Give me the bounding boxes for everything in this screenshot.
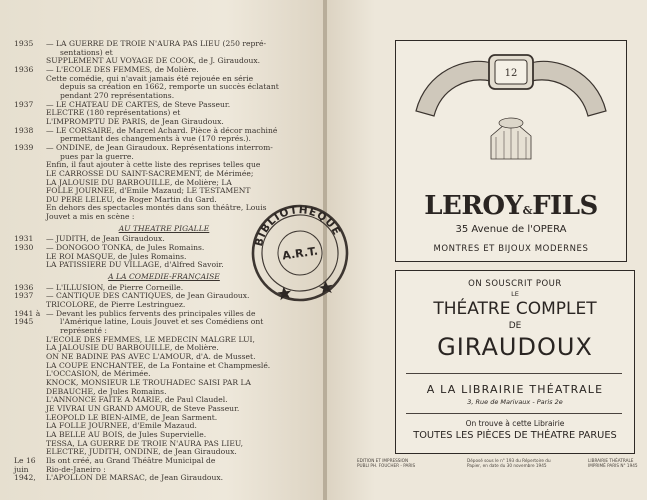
entry-year: 1938	[14, 125, 34, 135]
entry-year: 1937	[14, 99, 34, 109]
entry-line: LA COUPE ENCHANTEE, de La Fontaine et Champmeslé.	[46, 360, 271, 370]
repertoire-entry	[14, 66, 314, 101]
entry-line: LA PATISSIERE DU VILLAGE, d'Alfred Savoir.	[46, 260, 224, 270]
entry-year: 1936	[14, 64, 34, 74]
entry-line: pues par la guerre.	[60, 151, 134, 161]
entry-line: JE VIVRAI UN GRAND AMOUR, de Steve Passeur.	[46, 403, 240, 413]
entry-line: LA JALOUSIE DU BARBOUILLE, de Molière.	[46, 343, 219, 353]
repertoire-entry	[14, 127, 314, 144]
entry-year: 1937	[14, 291, 34, 301]
repertoire-entry	[14, 310, 314, 457]
theatre-complet-heading: THÉATRE COMPLET	[433, 299, 597, 319]
entry-line: L'OCCASION, de Mérimée.	[46, 369, 151, 379]
entry-line: depuis sa création en 1662, remporte un succès éclatant	[60, 82, 279, 92]
brand-ampersand: &	[522, 204, 533, 217]
entry-line: L'IMPROMPTU DE PARIS, de Jean Giraudoux.	[46, 116, 224, 126]
watch-illustration-icon	[396, 41, 626, 181]
leroy-brand	[396, 191, 626, 221]
entry-line: LA FOLLE JOURNEE, d'Emile Mazaud.	[46, 421, 197, 431]
entry-line: sentations) et	[60, 47, 113, 57]
de-line: DE	[508, 321, 522, 331]
svg-text:12: 12	[504, 68, 518, 79]
entry-line: Rio-de-Janeiro :	[46, 464, 106, 474]
entry-line: — LE CHATEAU DE CARTES, de Steve Passeur.	[46, 99, 231, 109]
entry-line: LA JALOUSIE DU BARBOUILLE, de Molière; LA	[46, 177, 232, 187]
repertoire-entry	[14, 457, 314, 483]
footer-librairie	[588, 458, 644, 468]
entry-year: 1939	[14, 142, 34, 152]
brand-fils: FILS	[532, 191, 598, 221]
entry-line: En dehors des spectacles montés dans son théâtre, Louis	[46, 203, 267, 213]
heading-theatre-pigalle: AU THEATRE PIGALLE	[118, 223, 210, 233]
entry-line: L'ANNONCE FAITE A MARIE, de Paul Claudel.	[46, 395, 228, 405]
footer-printer-line: EDITION ET IMPRESSION	[357, 458, 409, 463]
footer-librairie-line: LIBRAIRIE THÉATRALE	[588, 458, 634, 463]
entry-line: — L'ECOLE DES FEMMES, de Molière.	[46, 64, 199, 74]
entry-line: représenté :	[60, 326, 107, 335]
librairie-address: 3, Rue de Marivaux - Paris 2e	[467, 398, 563, 406]
entry-year: 1936	[14, 282, 34, 292]
footer-deposit-line: Déposé sous le n° 193 du Répertoire du	[467, 458, 551, 463]
divider-line-2	[406, 413, 622, 414]
repertoire-entry	[14, 40, 314, 66]
entry-year: 1941 à 1945	[14, 308, 41, 327]
entry-line: TESSA, LA GUERRE DE TROIE N'AURA PAS LIEU,	[46, 438, 243, 448]
entry-line: Ils ont créé, au Grand Théâtre Municipal de	[46, 455, 216, 465]
entry-line: LE ROI MASQUE, de Jules Romains.	[46, 251, 187, 261]
entry-line: pendant 270 représentations.	[60, 90, 175, 100]
footer-deposit	[467, 458, 577, 468]
heading-comedie-francaise: A LA COMEDIE-FRANÇAISE	[108, 272, 220, 282]
entry-line: — L'ILLUSION, de Pierre Corneille.	[46, 282, 184, 292]
entry-line: LEOPOLD LE BIEN-AIME, de Jean Sarment.	[46, 412, 218, 422]
entry-line: KNOCK, MONSIEUR LE TROUHADEC SAISI PAR LA	[46, 377, 252, 387]
le-line: LE	[511, 290, 519, 298]
entry-line: l'Amérique latine, Louis Jouvet et ses Comédiens ont	[60, 317, 264, 327]
svg-text:BIBLIOTHEQUE	[248, 200, 343, 249]
entry-year: 1935	[14, 39, 34, 48]
leroy-tagline: MONTRES ET BIJOUX MODERNES	[433, 244, 589, 254]
entry-line: LE CARROSSE DU SAINT-SACREMENT, de Mérimée;	[46, 168, 254, 178]
entry-year: Le 16 juin 1942,	[14, 455, 36, 483]
entry-line: — JUDITH, de Jean Giraudoux.	[46, 234, 165, 244]
entry-line: ON NE BADINE PAS AVEC L'AMOUR, d'A. de Musset.	[46, 351, 256, 361]
entry-line: DU PERE LELEU, de Roger Martin du Gard.	[46, 194, 217, 204]
footer-deposit-line: Papier, en date du 30 novembre 1945	[467, 463, 547, 468]
librairie-name: A LA LIBRAIRIE THÉATRALE	[426, 383, 604, 396]
entry-year: 1931	[14, 234, 34, 244]
library-stamp	[235, 200, 365, 306]
entry-line: ELECTRE, JUDITH, ONDINE, de Jean Giraudoux.	[46, 447, 237, 457]
entry-line: FOLLE JOURNEE, d'Emile Mazaud; LE TESTAMENT	[46, 186, 251, 196]
entry-year: 1930	[14, 243, 34, 253]
entry-line: SUPPLEMENT AU VOYAGE DE COOK, de J. Giraudoux.	[46, 56, 261, 66]
giraudoux-subscription-advertisement	[395, 270, 635, 454]
footer-librairie-line: IMPRIMÉ PARIS N° 1945	[588, 463, 638, 468]
giraudoux-heading: GIRAUDOUX	[437, 333, 593, 361]
entry-line: L'APOLLON DE MARSAC, de Jean Giraudoux.	[46, 473, 224, 483]
entry-line: — Devant les publics fervents des principales villes de	[46, 308, 256, 318]
entry-line: Enfin, il faut ajouter à cette liste des reprises telles que	[46, 160, 261, 170]
stamp-top-text: BIBLIOTHEQUE	[253, 204, 343, 248]
entry-line: Cette comédie, qui n'avait jamais été rejouée en série	[46, 73, 254, 83]
footer-printer-line: PUBLI PH. FOUCHER - PARIS	[357, 463, 416, 468]
entry-line: LA BELLE AU BOIS, de Jules Supervielle.	[46, 429, 207, 439]
entry-line: — DONOGOO TONKA, de Jules Romains.	[46, 243, 205, 253]
brand-leroy: LEROY	[424, 191, 523, 221]
repertoire-entry	[14, 101, 314, 127]
footer-printer	[357, 458, 437, 468]
subscribe-line: ON SOUSCRIT POUR	[468, 279, 562, 289]
on-trouve-line: On trouve à cette Librairie	[465, 419, 565, 428]
entry-line: Jouvet a mis en scène :	[46, 212, 135, 222]
entry-line: — LA GUERRE DE TROIE N'AURA PAS LIEU (250 repré-	[46, 39, 267, 48]
stamp-center-text: A.R.T.	[281, 244, 319, 263]
entry-line: L'ECOLE DES FEMMES, LE MEDECIN MALGRE LUI,	[46, 334, 255, 344]
entry-line: DEBAUCHE, de Jules Romains.	[46, 386, 167, 396]
entry-line: TRICOLORE, de Pierre Lestringuez.	[46, 300, 186, 310]
entry-line: — CANTIQUE DES CANTIQUES, de Jean Giraudoux.	[46, 291, 250, 301]
entry-line: ELECTRE (180 représentations) et	[46, 108, 181, 118]
leroy-fils-advertisement	[395, 40, 627, 262]
stamp-seal-icon	[235, 200, 365, 306]
entry-line: permettant des changements à vue (170 représ.).	[60, 134, 251, 144]
divider-line	[406, 373, 622, 374]
toutes-les-pieces-line: TOUTES LES PIÈCES DE THÉATRE PARUES	[413, 430, 617, 441]
leroy-address: 35 Avenue de l'OPERA	[455, 224, 567, 235]
entry-line: — LE CORSAIRE, de Marcel Achard. Pièce à décor machiné	[46, 125, 278, 135]
entry-line: — ONDINE, de Jean Giraudoux. Représentations interrom-	[46, 142, 273, 152]
